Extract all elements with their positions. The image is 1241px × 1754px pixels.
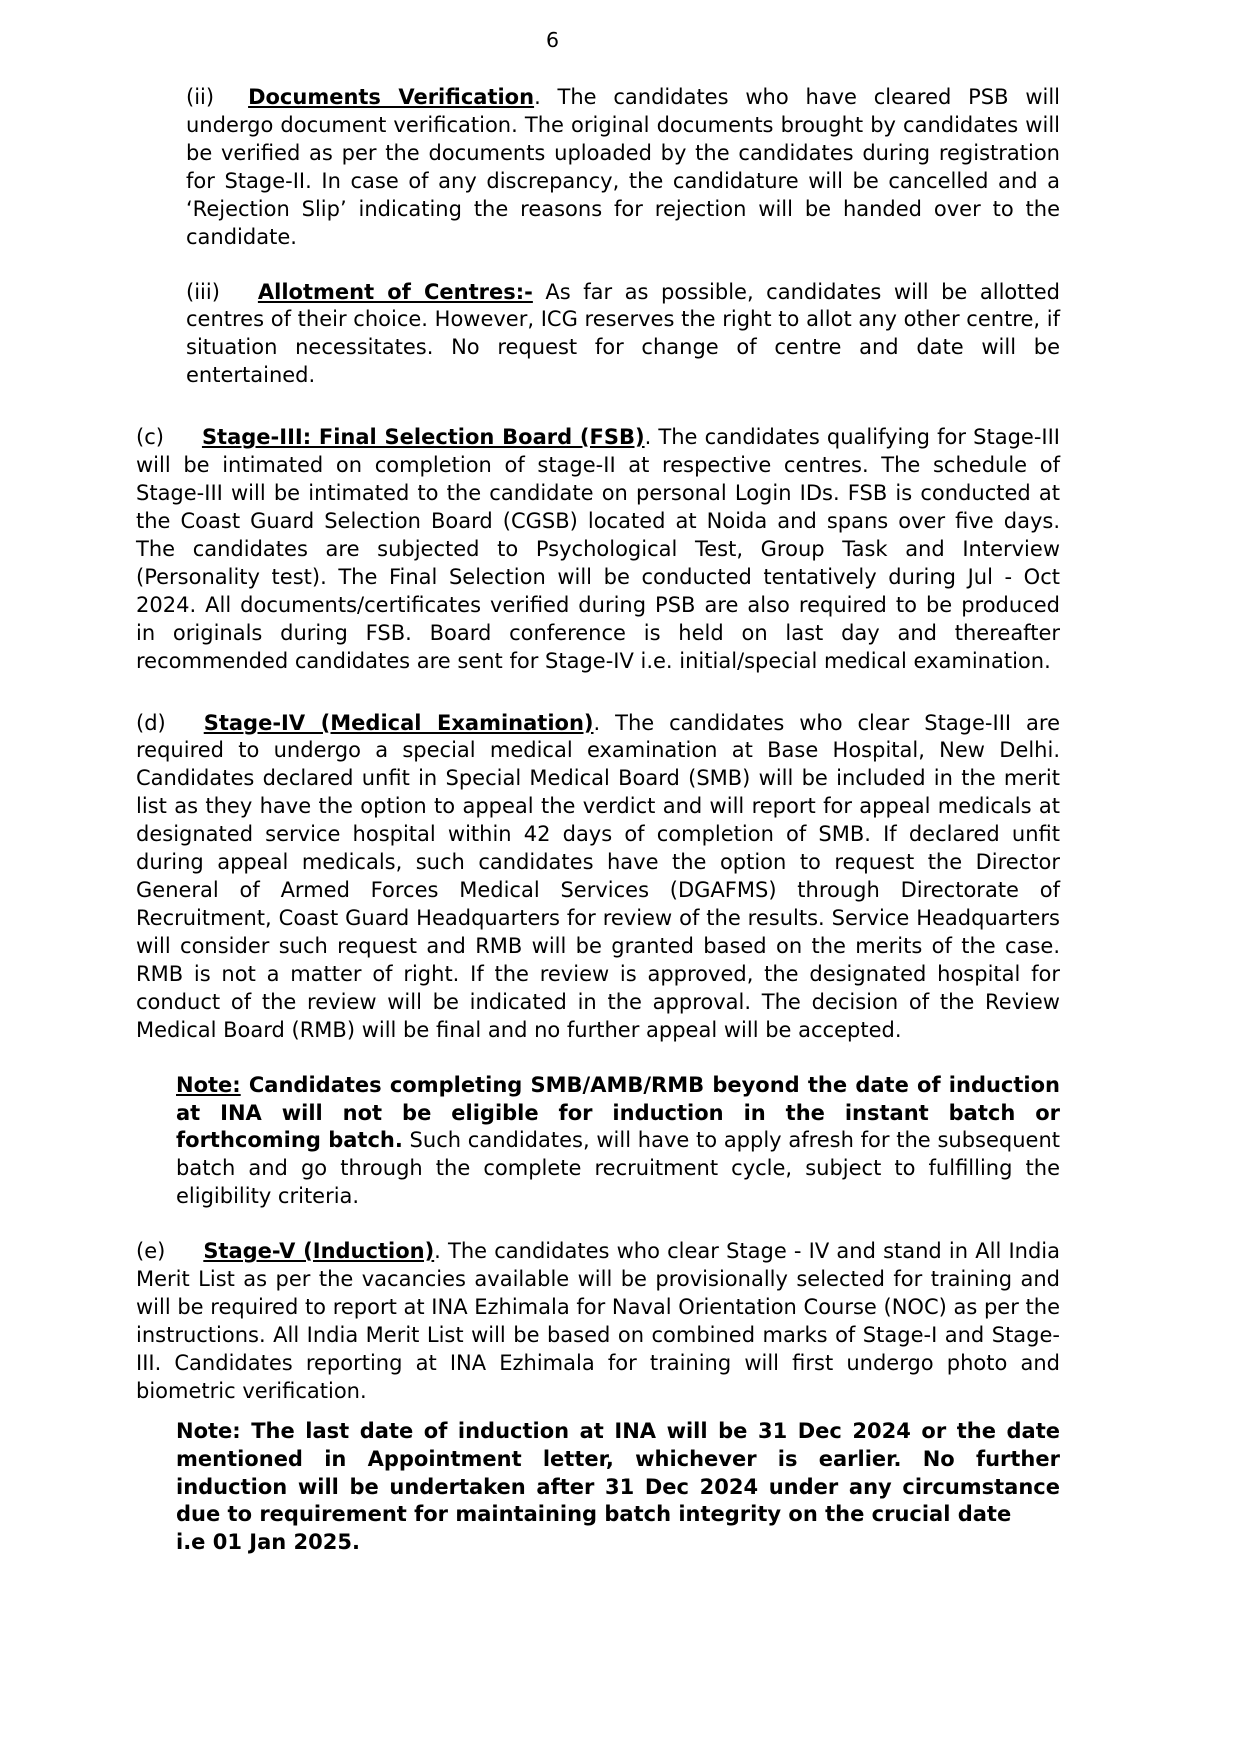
paragraph-stage-three bbox=[136, 424, 1060, 675]
list-marker-ii: (ii) bbox=[186, 85, 215, 109]
note-induction-last-line-text: i.e 01 Jan 2025. bbox=[176, 1530, 360, 1555]
heading-stage-three: Stage-III: Final Selection Board (FSB) bbox=[201, 425, 645, 450]
paragraph-gap bbox=[136, 1406, 1060, 1418]
paragraph-stage-four bbox=[136, 710, 1060, 1045]
list-marker-d: (d) bbox=[136, 710, 166, 735]
note-smb-amb-rmb bbox=[176, 1072, 1060, 1212]
paragraph-gap bbox=[136, 676, 1060, 710]
page-number: 6 bbox=[545, 28, 560, 52]
paragraph-gap bbox=[136, 252, 1060, 279]
note-bold-text: Candidates completing SMB/AMB/RMB beyond the date of induction at INA will not be eligible for induction in the instant batch or forthcoming batch. bbox=[176, 1072, 1060, 1153]
paragraph-text-documents-verification: . The candidates who have cleared PSB will undergo document verification. The original documents brought by candidates will be verified as per the documents uploaded by the candidates during registration for Stage-II. In case of any discrepancy, the candidature will be cancelled and a ‘Rejection Slip’ indicating the reasons for rejection will be handed over to the candidate. bbox=[186, 85, 1060, 249]
paragraph-text-stage-three: . The candidates qualifying for Stage-III will be intimated on completion of stage-II at respective centres. The schedule of Stage-III will be intimated to the candidate on personal Login IDs. FSB is conducted at the Coast Guard Selection Board (CGSB) located at Noida and spans over five days. The candidates are subjected to Psychological Test, Group Task and Interview (Personality test). The Final Selection will be conducted tentatively during Jul - Oct 2024. All documents/certificates verified during PSB are also required to be produced in originals during FSB. Board conference is held on last day and thereafter recommended candidates are sent for Stage-IV i.e. initial/special medical examination. bbox=[136, 425, 1061, 673]
note-induction-last-line bbox=[176, 1529, 1060, 1557]
note-normal-text: Such candidates, will have to apply afresh for the subsequent batch and go through the complete recruitment cycle, subject to fulfilling the eligibility criteria. bbox=[176, 1128, 1060, 1209]
heading-documents-verification: Documents Verification bbox=[248, 85, 535, 109]
paragraph-gap bbox=[136, 390, 1060, 424]
heading-allotment-of-centres: Allotment of Centres:- bbox=[257, 279, 533, 304]
paragraph-documents-verification bbox=[186, 84, 1060, 252]
paragraph-text-stage-four: . The candidates who clear Stage-III are required to undergo a special medical examination at Base Hospital, New Delhi. Candidates declared unfit in Special Medical Board (SMB) will be included in the merit list as they have the option to appeal the verdict and will report for appeal medicals at designated service hospital within 42 days of completion of SMB. If declared unfit during appeal medicals, such candidates have the option to request the Director General of Armed Forces Medical Services (DGAFMS) through Directorate of Recruitment, Coast Guard Headquarters for review of the results. Service Headquarters will consider such request and RMB will be granted based on the merits of the case. RMB is not a matter of right. If the review is approved, the designated hospital for conduct of the review will be indicated in the approval. The decision of the Review Medical Board (RMB) will be final and no further appeal will be accepted. bbox=[136, 710, 1060, 1042]
heading-stage-four: Stage-IV (Medical Examination) bbox=[203, 710, 594, 735]
paragraph-gap bbox=[136, 1045, 1060, 1072]
list-marker-e: (e) bbox=[136, 1239, 166, 1264]
note-induction-text: Note: The last date of induction at INA will be 31 Dec 2024 or the date mentioned in Appointment letter, whichever is earlier. No further induction will be undertaken after 31 Dec 2024 under any circumstance due to requirement for maintaining batch integrity on the crucial date bbox=[176, 1418, 1060, 1527]
paragraph-allotment-of-centres bbox=[186, 279, 1060, 391]
list-marker-c: (c) bbox=[136, 425, 164, 450]
list-marker-iii: (iii) bbox=[186, 279, 220, 304]
paragraph-text-allotment-of-centres: As far as possible, candidates will be allotted centres of their choice. However, ICG reserves the right to allot any other centre, if situation necessitates. No request for change of centre and date will be entertained. bbox=[186, 279, 1060, 388]
paragraph-gap bbox=[136, 1211, 1060, 1238]
heading-stage-five: Stage-V (Induction) bbox=[203, 1239, 435, 1264]
note-label: Note: bbox=[176, 1072, 241, 1097]
page-content bbox=[136, 84, 1060, 1557]
note-induction-date bbox=[176, 1418, 1060, 1530]
paragraph-text-stage-five: . The candidates who clear Stage - IV and stand in All India Merit List as per the vacancies available will be provisionally selected for training and will be required to report at INA Ezhimala for Naval Orientation Course (NOC) as per the instructions. All India Merit List will be based on combined marks of Stage-I and Stage-III. Candidates reporting at INA Ezhimala for training will first undergo photo and biometric verification. bbox=[136, 1239, 1060, 1403]
paragraph-stage-five bbox=[136, 1238, 1060, 1406]
